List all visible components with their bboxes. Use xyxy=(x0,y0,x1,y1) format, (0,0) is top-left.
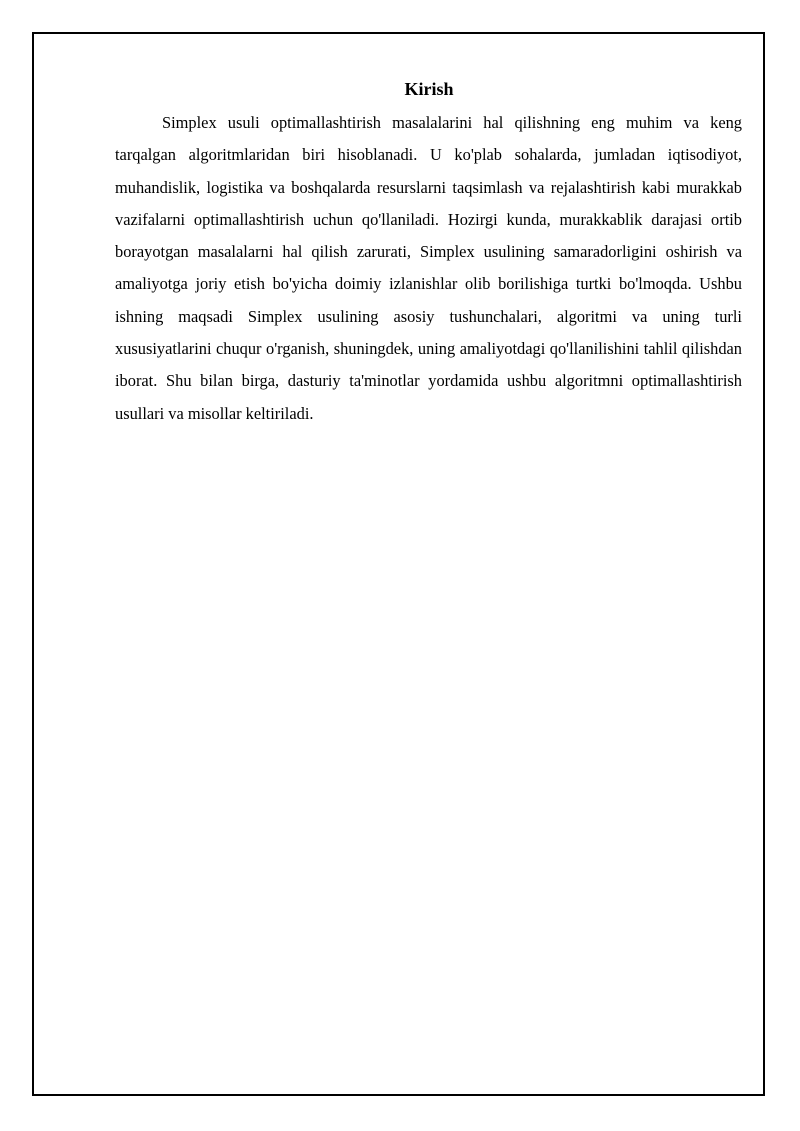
section-heading: Kirish xyxy=(404,79,454,99)
intro-paragraph: Simplex usuli optimallashtirish masalalarini hal qilishning eng muhim va keng tarqalgan algoritmlaridan biri hisoblanadi. U ko'plab sohalarda, jumladan iqtisodiyot, muhandislik, logistika va boshqalarda resurslarni taqsimlash va rejalashtirish kabi murakkab vazifalarni optimallashtirish uchun qo'llaniladi. Hozirgi kunda, murakkablik darajasi ortib borayotgan masalalarni hal qilish zarurati, Simplex usulining samaradorligini oshirish va amaliyotga joriy etish bo'yicha doimiy izlanishlar olib borilishiga turtki bo'lmoqda. Ushbu ishning maqsadi Simplex usulining asosiy tushunchalari, algoritmi va uning turli xususiyatlarini chuqur o'rganish, shuningdek, uning amaliyotdagi qo'llanilishini tahlil qilishdan iborat. Shu bilan birga, dasturiy ta'minotlar yordamida ushbu algoritmni optimallashtirish usullari va misollar keltiriladi. xyxy=(115,113,742,423)
